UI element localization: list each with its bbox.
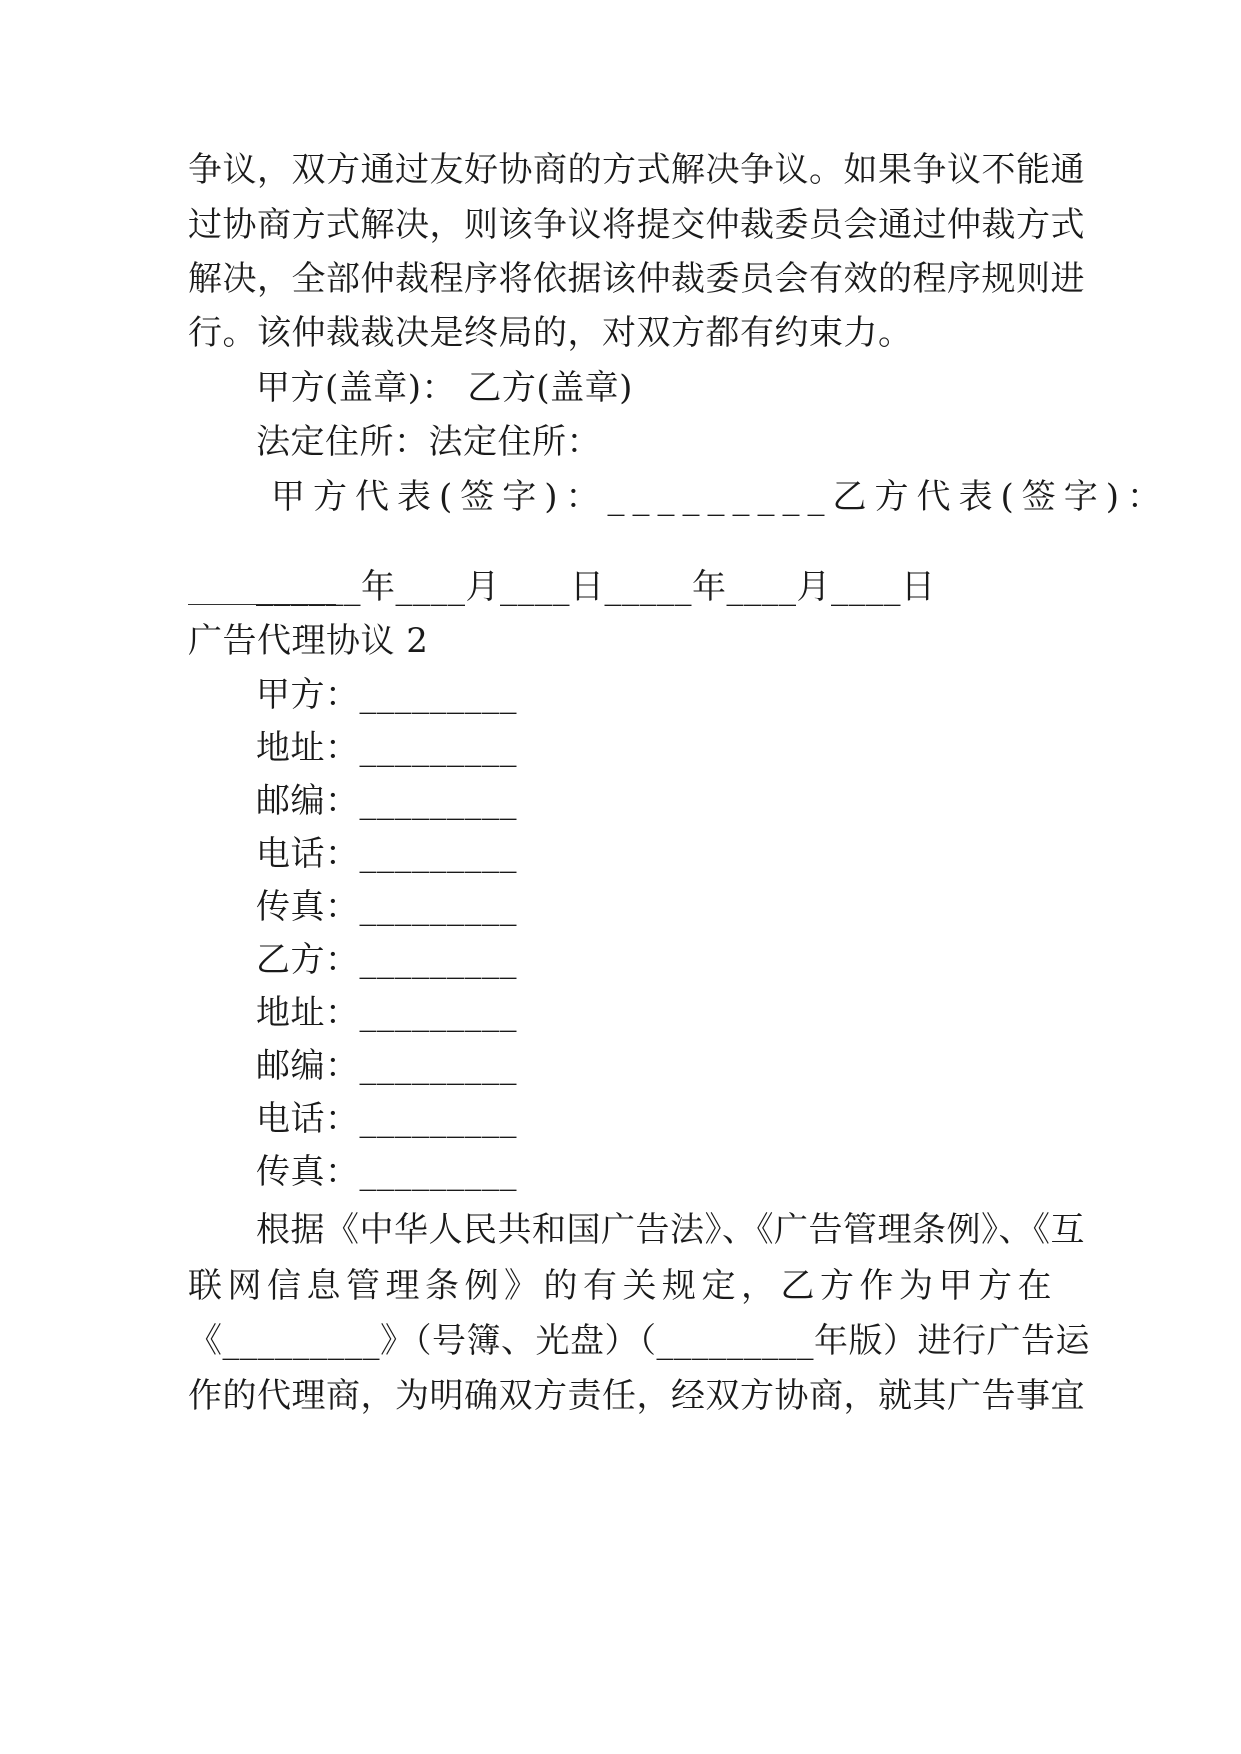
party-a-address: 地址：_________ [256,728,517,768]
seal-line: 甲方(盖章)： 乙方(盖章) [256,368,633,408]
paragraph-line: 争议，双方通过友好协商的方式解决争议。如果争议不能通 [188,150,1085,190]
representative-signature-line: 甲方代表(签字)：_________乙方代表(签字)： [271,477,1170,517]
paragraph-line: 过协商方式解决，则该争议将提交仲裁委员会通过仲裁方式 [188,205,1085,245]
paragraph-line: 根据《中华人民共和国广告法》、《广告管理条例》、《互 [256,1210,1085,1250]
party-b-postcode: 邮编：_________ [256,1046,517,1086]
date-line: ______年____月____日_____年____月____日 [256,567,936,607]
party-b-name: 乙方：_________ [256,940,517,980]
domicile-line: 法定住所：法定住所： [256,422,601,462]
party-b-fax: 传真：_________ [256,1152,517,1192]
party-a-phone: 电话：_________ [256,834,517,874]
paragraph-line: 《_________》（号簿、光盘）（_________年版）进行广告运 [188,1321,1090,1361]
paragraph-line: 解决，全部仲裁程序将依据该仲裁委员会有效的程序规则进 [188,259,1085,299]
party-a-name: 甲方：_________ [256,675,517,715]
paragraph-line: 行。该仲裁裁决是终局的，对双方都有约束力。 [188,313,913,353]
party-b-address: 地址：_________ [256,993,517,1033]
paragraph-line: 联网信息管理条例》的有关规定，乙方作为甲方在 [188,1266,1052,1306]
party-a-fax: 传真：_________ [256,887,517,927]
party-a-postcode: 邮编：_________ [256,781,517,821]
paragraph-line: 作的代理商，为明确双方责任，经双方协商，就其广告事宜 [188,1376,1085,1416]
party-b-phone: 电话：_________ [256,1099,517,1139]
agreement-title: 广告代理协议 2 [188,621,429,661]
